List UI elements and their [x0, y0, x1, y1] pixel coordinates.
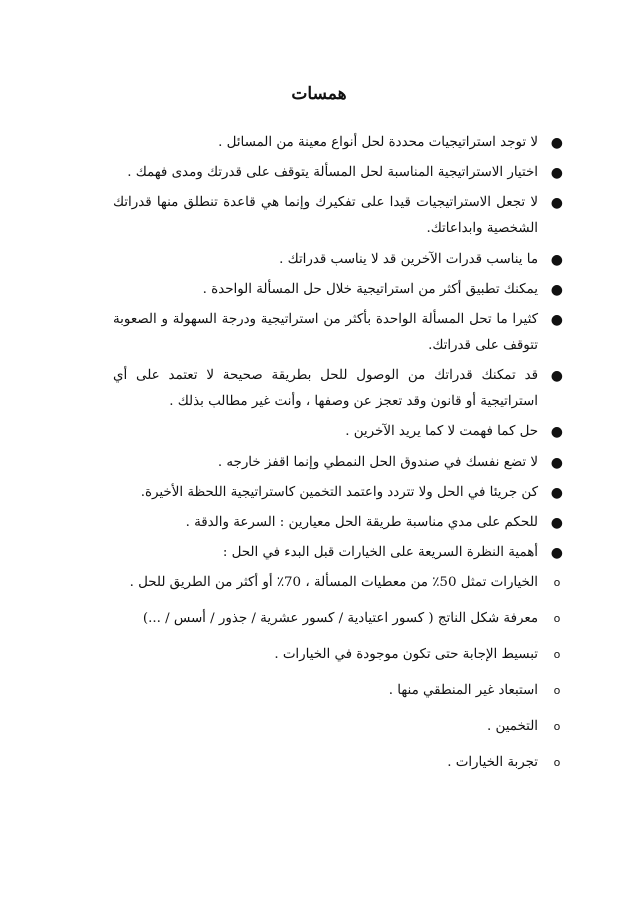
page-title: همسات [291, 84, 347, 104]
tips-list [113, 130, 563, 786]
bullet-icon: ● [550, 514, 563, 531]
list-item-text: أهمية النظرة السريعة على الخيارات قبل البدء في الحل : [222, 545, 538, 561]
list-item [113, 363, 563, 415]
list-item [113, 130, 563, 156]
list-item-text: ما يناسب قدرات الآخرين قد لا يناسب قدراتك . [279, 251, 538, 267]
circle-bullet-icon: o [553, 720, 561, 734]
bullet-icon: ● [550, 311, 563, 328]
sub-list-item [113, 642, 561, 668]
circle-bullet-icon: o [553, 576, 561, 590]
list-item [113, 247, 563, 273]
sub-list-item [113, 714, 561, 740]
list-item-text: التخمين . [487, 719, 538, 735]
circle-bullet-icon: o [553, 684, 561, 698]
bullet-icon: ● [550, 165, 563, 182]
list-item [113, 510, 563, 536]
sub-list-item [113, 750, 561, 776]
list-item-text: تبسيط الإجابة حتى تكون موجودة في الخيارات . [274, 647, 538, 663]
list-item [113, 307, 563, 359]
circle-bullet-icon: o [553, 612, 561, 626]
list-item [113, 160, 563, 186]
bullet-icon: ● [550, 195, 563, 212]
sub-list-item [113, 678, 561, 704]
bullet-icon: ● [550, 545, 563, 562]
list-item-text: لا تضع نفسك في صندوق الحل النمطي وإنما اقفز خارجه . [217, 454, 538, 470]
bullet-icon: ● [550, 281, 563, 298]
list-item [113, 480, 563, 506]
list-item-text: لا توجد استراتيجيات محددة لحل أنواع معينة من المسائل . [218, 135, 538, 150]
list-item-text: تجربة الخيارات . [447, 755, 538, 771]
list-item-text: الخيارات تمثل 50٪ من معطيات المسألة ، 70٪ أو أكثر من الطريق للحل . [129, 575, 538, 591]
list-item [113, 277, 563, 303]
list-item [113, 419, 563, 445]
bullet-icon: ● [550, 251, 563, 268]
list-item-text: لا تجعل الاستراتيجيات قيدا على تفكيرك وإنما هي قاعدة تنطلق منها قدراتك الشخصية وابداعاتك. [113, 195, 538, 237]
list-item-text: للحكم على مدي مناسبة طريقة الحل معيارين : السرعة والدقة . [185, 514, 538, 530]
bullet-icon: ● [550, 135, 563, 151]
bullet-icon: ● [550, 454, 563, 471]
bullet-icon: ● [550, 368, 563, 385]
list-item-text: كن جريئا في الحل ولا تتردد واعتمد التخمين كاستراتيجية اللحظة الأخيرة. [140, 484, 538, 500]
list-item-text: اختيار الاستراتيجية المناسبة لحل المسألة يتوقف على قدرتك ومدى فهمك . [127, 165, 538, 181]
list-item [113, 450, 563, 476]
list-item-text: قد تمكنك قدراتك من الوصول للحل بطريقة صحيحة لا تعتمد على أي استراتيجية أو قانون وقد تعجز عن وصفها ، وأنت غير مطالب بذلك . [113, 368, 538, 410]
sub-list-item [113, 570, 561, 596]
list-item [113, 540, 563, 566]
list-item-text: يمكنك تطبيق أكثر من استراتيجية خلال حل المسألة الواحدة . [202, 281, 538, 297]
list-item-text: استبعاد غير المنطقي منها . [388, 683, 538, 699]
sub-list-item [113, 606, 561, 632]
bullet-icon: ● [550, 484, 563, 501]
list-item-text: كثيرا ما تحل المسألة الواحدة بأكثر من استراتيجية ودرجة السهولة و الصعوبة تتوقف على قدراتك. [113, 311, 538, 353]
circle-bullet-icon: o [553, 648, 561, 662]
circle-bullet-icon: o [553, 756, 561, 770]
list-item [113, 190, 563, 242]
list-item-text: معرفة شكل الناتج ( كسور اعتيادية / كسور عشرية / جذور / أسس / ...) [142, 611, 538, 627]
list-item-text: حل كما فهمت لا كما يريد الآخرين . [345, 424, 538, 440]
bullet-icon: ● [550, 424, 563, 441]
